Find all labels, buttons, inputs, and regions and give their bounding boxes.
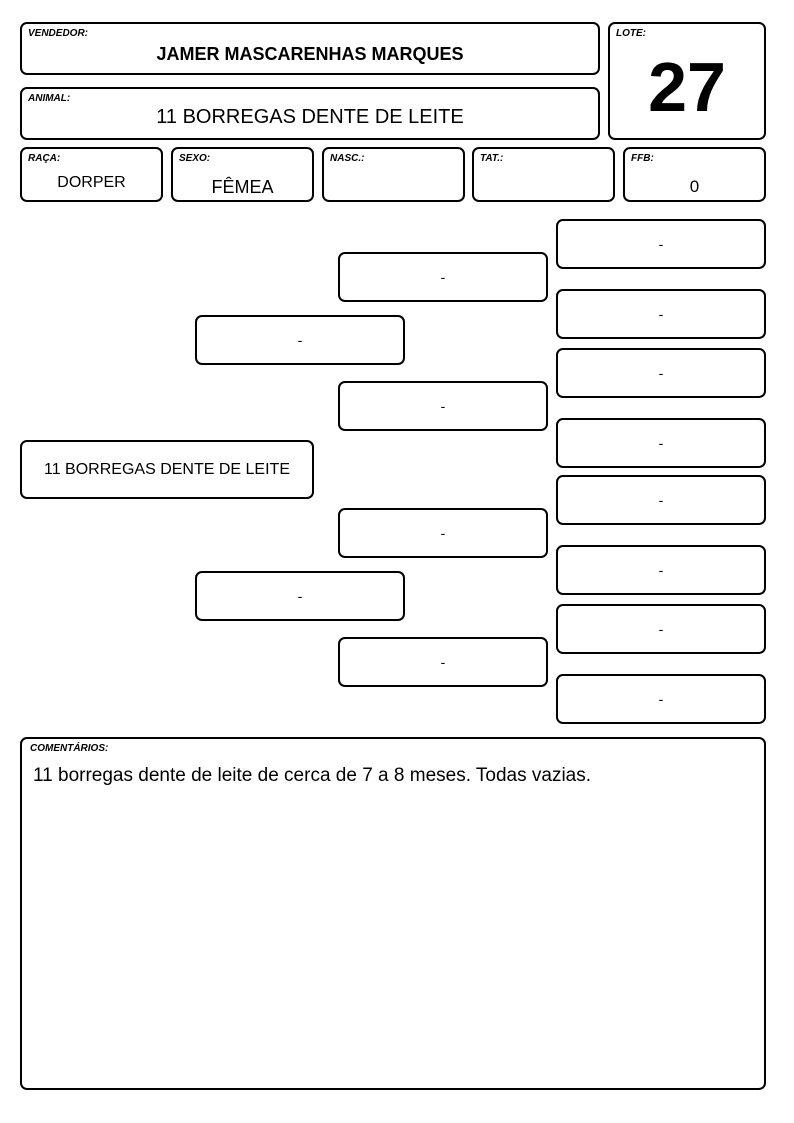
pedigree-grandparent [338,508,548,558]
pedigree-grandparent [338,252,548,302]
tat-label: TAT.: [480,153,504,164]
animal-value: 11 BORREGAS DENTE DE LEITE [156,106,464,128]
pedigree-great-grandparent-name: - [658,621,664,637]
pedigree-grandparent-name: - [440,269,446,285]
raca-value: DORPER [57,174,126,191]
comments-text: 11 borregas dente de leite de cerca de 7 a 8 meses. Todas vazias. [33,765,592,786]
pedigree-great-grandparent [556,545,766,595]
nasc-box [322,147,465,202]
pedigree-great-grandparent-name: - [658,492,664,508]
pedigree-great-grandparent [556,289,766,339]
pedigree-great-grandparent-name: - [658,306,664,322]
animal-label: ANIMAL: [28,93,71,104]
pedigree-great-grandparent-name: - [658,691,664,707]
pedigree-grandparent-name: - [440,398,446,414]
tat-box [472,147,615,202]
raca-label: RAÇA: [28,153,61,164]
pedigree-great-grandparent [556,348,766,398]
sexo-value: FÊMEA [211,177,274,197]
comments-label: COMENTÁRIOS: [30,743,109,754]
pedigree-grandparent [338,637,548,687]
lote-box [608,22,766,140]
pedigree-great-grandparent-name: - [658,562,664,578]
pedigree-grandparent [338,381,548,431]
pedigree-great-grandparent [556,418,766,468]
ffb-label: FFB: [631,153,654,164]
pedigree-great-grandparent-name: - [658,435,664,451]
pedigree-great-grandparent-name: - [658,236,664,252]
animal-box [20,87,600,140]
sexo-label: SEXO: [179,153,211,164]
vendedor-label: VENDEDOR: [28,28,89,39]
pedigree-grandparent-name: - [440,525,446,541]
ffb-box [623,147,766,202]
pedigree-animal-name: 11 BORREGAS DENTE DE LEITE [44,460,290,478]
ffb-value: 0 [689,177,700,196]
pedigree-sire [195,315,405,365]
comments-box [20,737,766,1090]
raca-box [20,147,163,202]
nasc-label: NASC.: [330,153,365,164]
pedigree-dam [195,571,405,621]
lote-label: LOTE: [616,28,646,39]
pedigree-dam-name: - [297,588,303,604]
pedigree-great-grandparent [556,475,766,525]
lote-number: 27 [648,48,726,126]
pedigree-great-grandparent [556,604,766,654]
pedigree-great-grandparent [556,674,766,724]
sexo-box [171,147,314,202]
pedigree-animal [20,440,314,499]
pedigree-grandparent-name: - [440,654,446,670]
pedigree-great-grandparent [556,219,766,269]
pedigree-great-grandparent-name: - [658,365,664,381]
pedigree-sire-name: - [297,332,303,348]
vendedor-box [20,22,600,75]
vendedor-value: JAMER MASCARENHAS MARQUES [156,44,464,64]
